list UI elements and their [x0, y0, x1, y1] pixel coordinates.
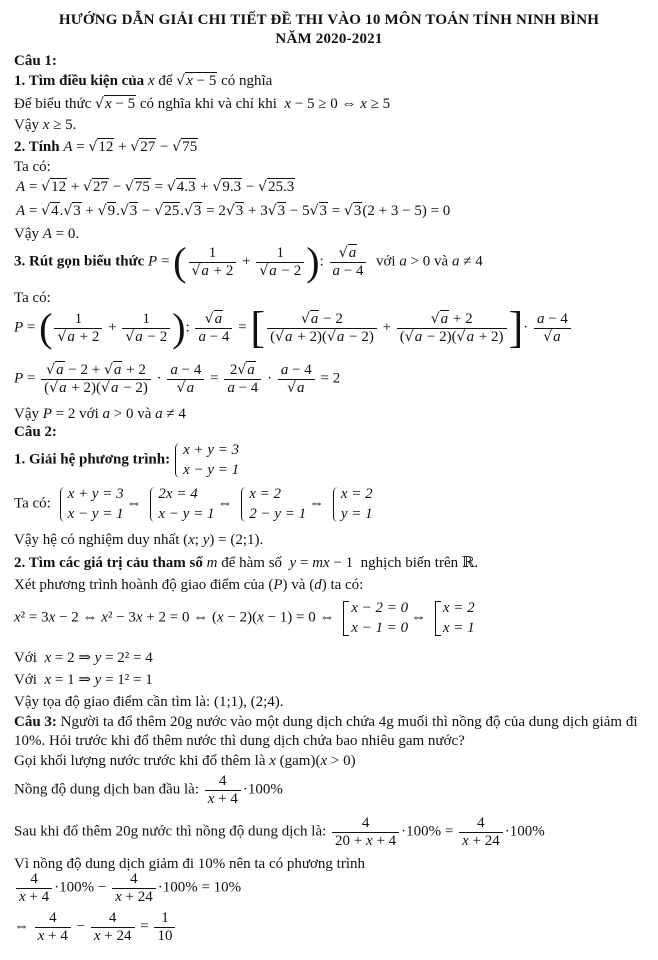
- c2p2-conclusion: Vậy tọa độ giao điểm cần tìm là: (1;1), (2;4).: [14, 694, 284, 710]
- c1p2-step2: A = √4.√3 + √9.√3 − √25.√3 = 2√3 + 3√3 − 5√3 = √3(2 + 3 − 5) = 0: [16, 203, 451, 219]
- taco-2: Ta có:: [14, 290, 51, 306]
- c3-goi: Gọi khối lượng nước trước khi đổ thêm là x (gam)(x > 0): [14, 753, 356, 769]
- c1p1-prompt: 1. Tìm điều kiện của x để √x − 5 có nghĩa: [14, 73, 273, 89]
- c3-equation-1: $\frac{4}{x + 4}$ ·100% − $\frac{4}{x + 24}$ ·100% = 10%: [14, 871, 241, 905]
- c2p1-conclusion: Vậy hệ có nghiệm duy nhất (x; y) = (2;1).: [14, 532, 264, 548]
- c2p2-case1: Với x = 2 ⇒ y = 2² = 4: [14, 650, 153, 666]
- c3-nd2: Sau khi đổ thêm 20g nước thì nồng độ dung dịch là: $\frac{4}{20 + x + 4}$ ·100% = $\frac{4}{x + 24}$ ·100%: [14, 815, 545, 849]
- c3-nd1: Nồng độ dung dịch ban đầu là: $\frac{4}{x + 4}$ ·100%: [14, 773, 283, 807]
- c1p2-conclusion: Vậy A = 0.: [14, 226, 80, 242]
- c2p2-case2: Với x = 1 ⇒ y = 1² = 1: [14, 672, 153, 688]
- c2p1-solution: Ta có: x + y = 3 x − y = 1 ⇔ 2x = 4 x − y = 1 ⇔ x = 2 2 − y = 1 ⇔ x = 2 y = 1: [14, 484, 376, 525]
- c2p2-prompt: 2. Tìm các giá trị cảu tham số m để hàm số y = mx − 1 nghịch biến trên ℝ.: [14, 555, 479, 571]
- c1p2-step1: A = √12 + √27 − √75 = √4.3 + √9.3 − √25.3: [16, 179, 295, 195]
- c1p3-step2: P = $\frac{√a - 2 + √a + 2}{(√a + 2)(√a - 2)}$ · $\frac{a - 4}{√a}$ = $\frac{2√a}{a - 4}$ · $\frac{a - 4}{√a}$ = 2: [14, 362, 341, 396]
- cau1-heading: Câu 1:: [14, 53, 57, 69]
- c3-vi: Vì nồng độ dung dịch giảm đi 10% nên ta có phương trình: [14, 856, 366, 872]
- c3-equation-2: ⇔ $\frac{4}{x + 4}$ − $\frac{4}{x + 24}$ = $\frac{1}{10}$: [14, 910, 177, 944]
- c1p3-prompt: 3. Rút gọn biểu thức P = ( $\frac{1}{√a + 2}$ + $\frac{1}{√a - 2}$ ): $\frac{√a}{a - 4}$ với a > 0 và a ≠ 4: [14, 239, 483, 284]
- c1p2-prompt: 2. Tính A = √12 + √27 − √75: [14, 139, 198, 155]
- c1p1-solution: Để biểu thức √x − 5 có nghĩa khi và chỉ khi x − 5 ≥ 0 ⇔ x ≥ 5: [14, 96, 391, 112]
- c3-text-2: 10%. Hỏi trước khi đổ thêm nước thì dung dịch chứa bao nhiêu gam nước?: [14, 733, 465, 749]
- cau2-heading: Câu 2:: [14, 424, 57, 440]
- c2p1-prompt: 1. Giải hệ phương trình: x + y = 3 x − y = 1: [14, 440, 242, 481]
- c2p2-equation: x² = 3x − 2 ⇔ x² − 3x + 2 = 0 ⇔ (x − 2)(x − 1) = 0 ⇔ x − 2 = 0 x − 1 = 0 ⇔ x = 2 x = 1: [14, 598, 478, 639]
- title-line-2: NĂM 2020-2021: [275, 31, 383, 47]
- c1p1-conclusion: Vậy x ≥ 5.: [14, 117, 77, 133]
- taco-1: Ta có:: [14, 159, 51, 175]
- c2p2-xet: Xét phương trình hoành độ giao điểm của (P) và (d) ta có:: [14, 577, 364, 593]
- c1p3-conclusion: Vậy P = 2 với a > 0 và a ≠ 4: [14, 406, 186, 422]
- title-line-1: HƯỚNG DẪN GIẢI CHI TIẾT ĐỀ THI VÀO 10 MÔN TOÁN TỈNH NINH BÌNH: [58, 12, 600, 28]
- c3-text-1: Câu 3: Người ta đổ thêm 20g nước vào một dung dịch chứa 4g muối thì nồng độ của dung dịch giảm đi: [14, 714, 638, 730]
- c1p3-step1: P = ( $\frac{1}{√a + 2}$ + $\frac{1}{√a - 2}$ ): $\frac{√a}{a - 4}$ = [ $\frac{√a - 2}{(√a + 2)(√a - 2)}$ + $\frac{√a + 2}{(√a - 2)(√a + 2)}$ ]· $\frac{a - 4}{√a}$: [14, 306, 573, 350]
